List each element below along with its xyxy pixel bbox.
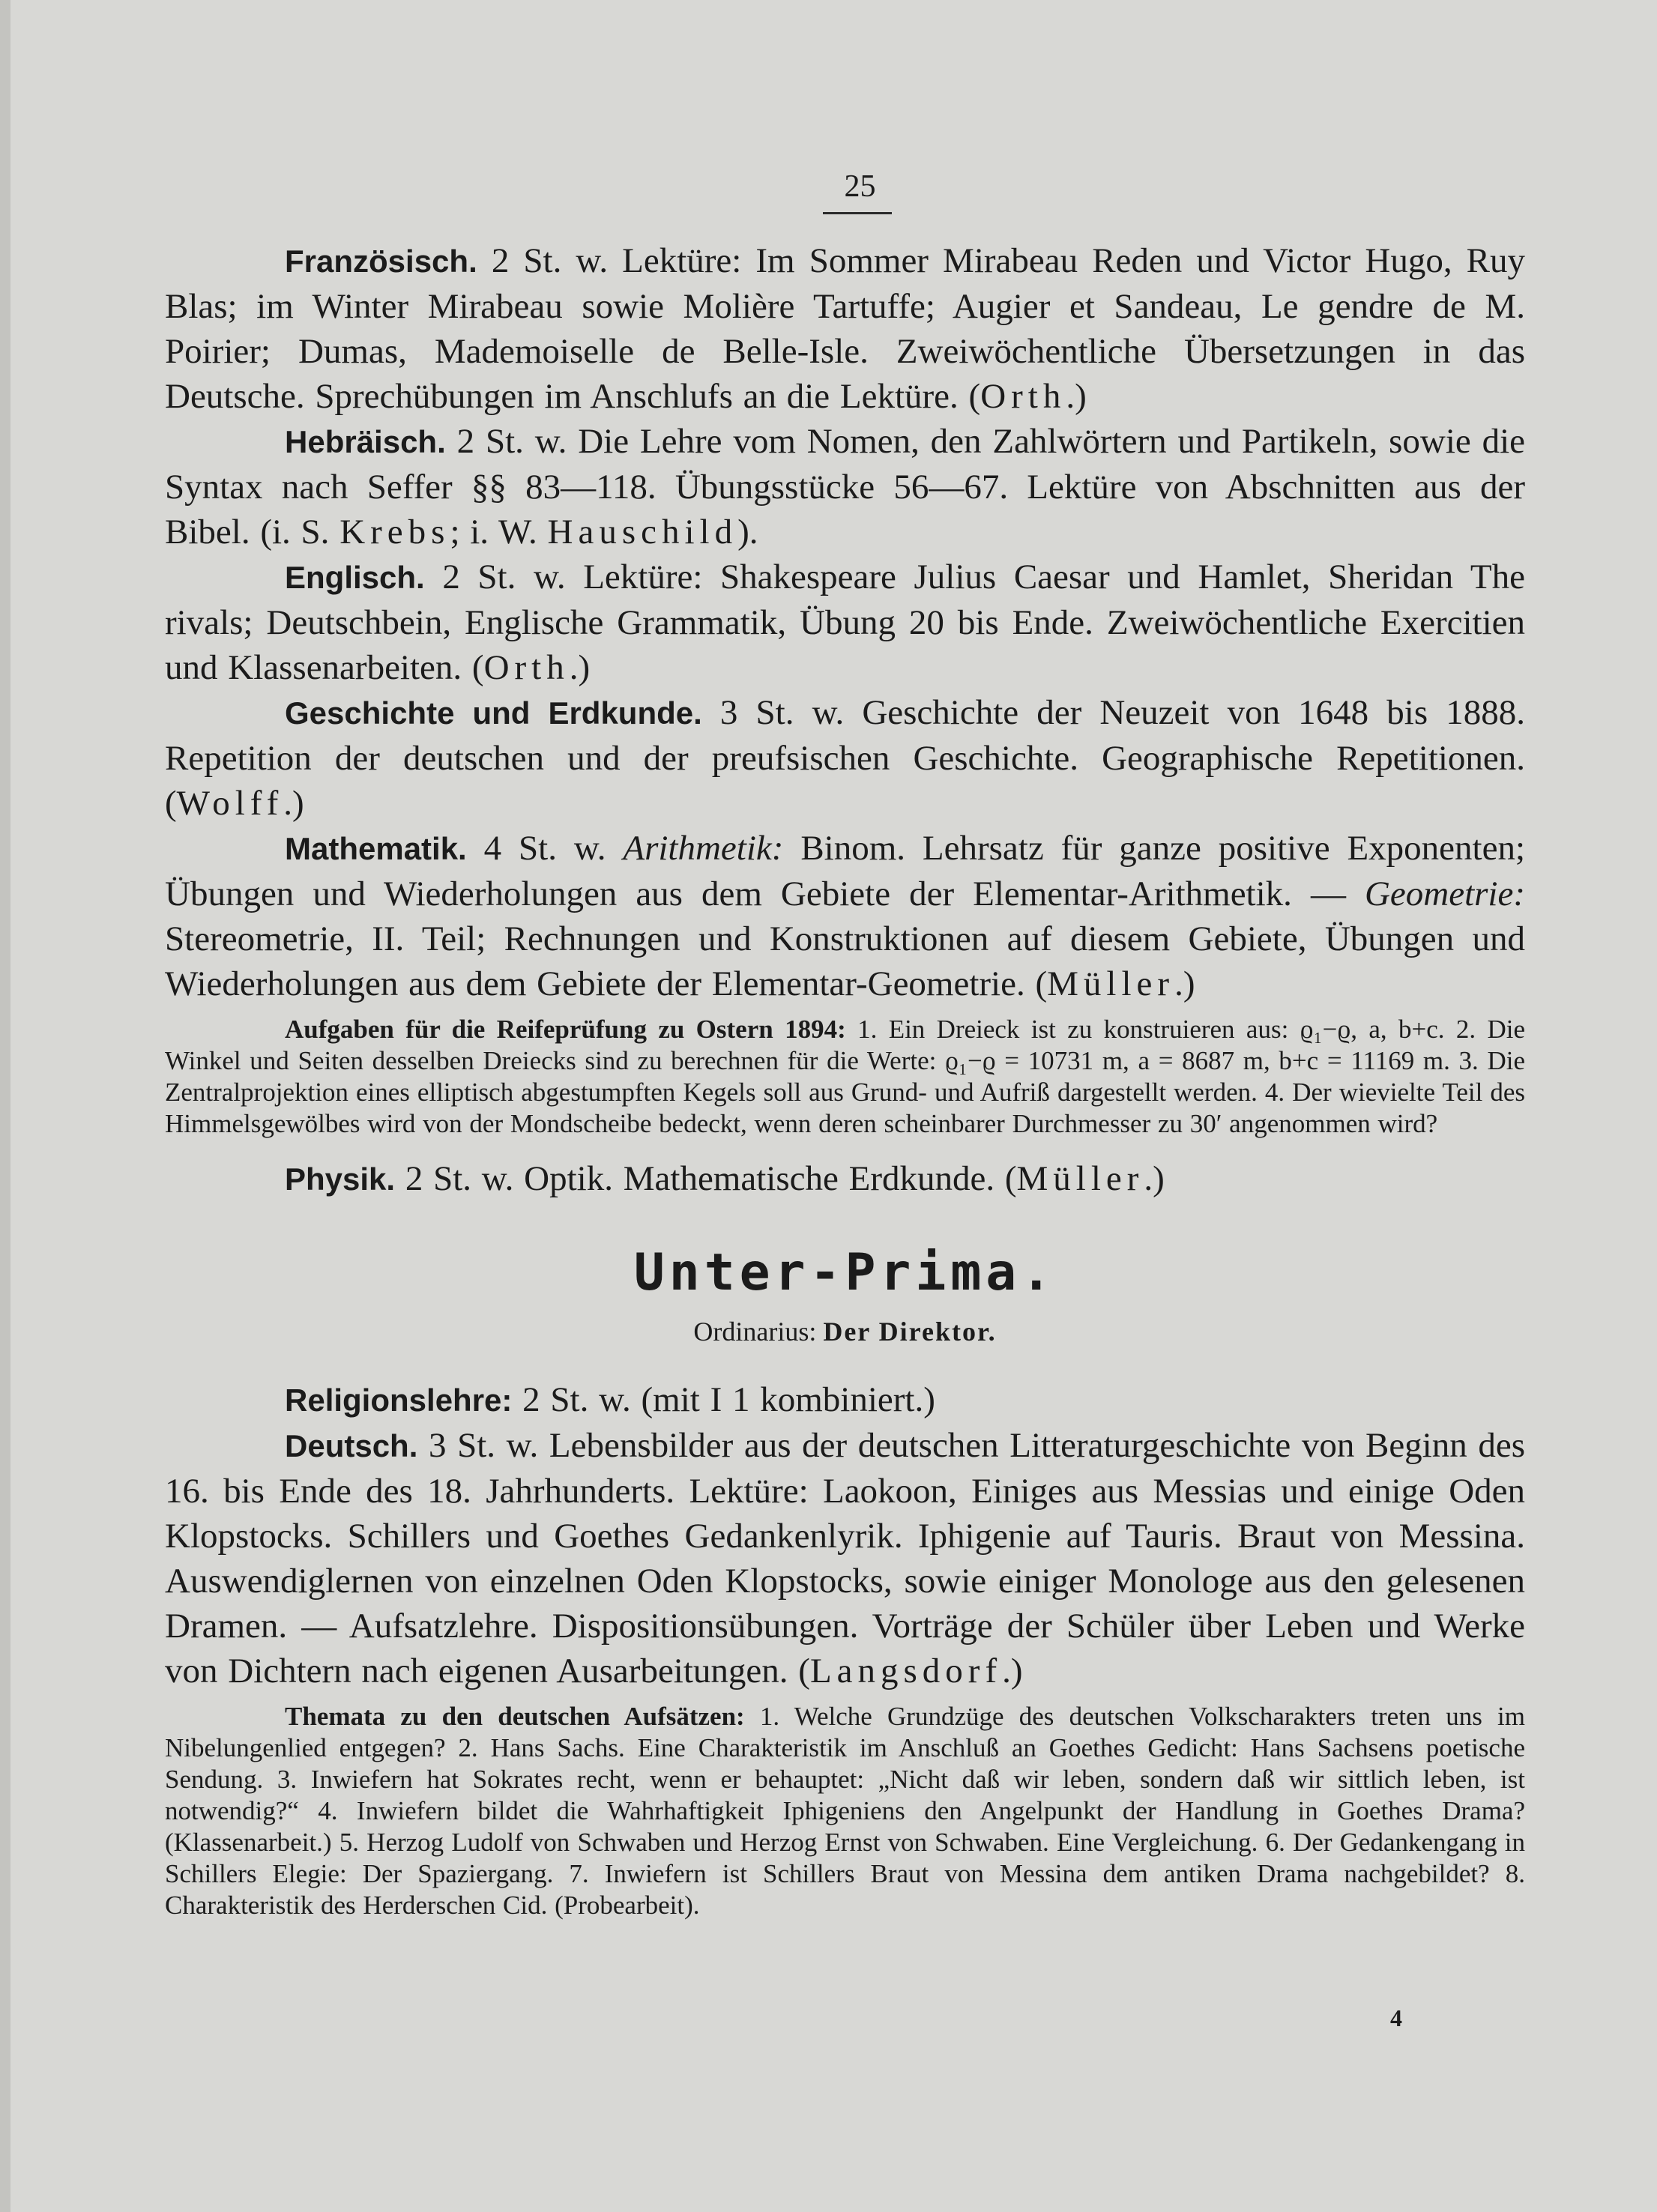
section-heading: Geschichte und Erdkunde. [285, 695, 702, 731]
section-text: 2 St. w. Optik. Mathematische Erdkunde. ( [405, 1159, 1017, 1198]
text-column [165, 238, 1525, 1921]
section-heading: Englisch. [285, 560, 425, 595]
ordinarius-label: Ordinarius: [693, 1317, 824, 1347]
teacher-name: Wolff [176, 784, 284, 823]
section-text-2: Stereometrie, II. Teil; Rechnungen und Konstruktionen auf diesem Gebiete, Übungen und Wiederholungen aus dem Gebiete der Elementar-Geometrie. ( [165, 919, 1525, 1003]
section-mathematik [165, 826, 1525, 1006]
page-number-rule [823, 212, 892, 214]
page-number: 25 [844, 169, 876, 204]
themata-text: 1. Welche Grundzüge des deutschen Volkscharakters treten uns im Nibelungenlied entgegen? 2. Hans Sachs. Eine Charakteristik im Anschluß an Goethes Gedicht: Hans Sachsens poetische Sendung. 3. Inwiefern hat Sokrates recht, wenn er behauptet: „Nicht daß wir leben, sondern daß wir sittlich leben, ist notwendig?“ 4. Inwiefern bildet die Wahrhaftigkeit Iphigeniens den Angelpunkt der Handlung in Goethes Drama? (Klassenarbeit.) 5. Herzog Ludolf von Schwaben und Herzog Ernst von Schwaben. Eine Vergleichung. 6. Der Gedankengang in Schillers Elegie: Der Spaziergang. 7. Inwiefern ist Schillers Braut von Messina dem antiken Drama nachgebildet? 8. Charakteristik des Herderschen Cid. (Probearbeit). [165, 1702, 1525, 1920]
teacher-name: Müller [1047, 964, 1175, 1003]
section-text: 2 St. w. Lektüre: Im Sommer Mirabeau Reden und Victor Hugo, Ruy Blas; im Winter Mirabeau sowie Molière Tartuffe; Augier et Sandeau, Le gendre de M. Poirier; Dumas, Mademoiselle de Belle-Isle. Zweiwöchentliche Übersetzungen in das Deutsche. Sprechübungen im Anschlufs an die Lektüre. ( [165, 241, 1525, 416]
section-text: 3 St. w. Geschichte der Neuzeit von 1648 bis 1888. Repetition der deutschen und der preufsischen Geschichte. Geographische Repetitionen. ( [165, 693, 1525, 823]
section-tail: .) [1174, 964, 1195, 1003]
section-heading: Deutsch. [285, 1428, 418, 1463]
themata-aufsaetze [165, 1701, 1525, 1921]
section-text: 2 St. w. Lektüre: Shakespeare Julius Caesar und Hamlet, Sheridan The rivals; Deutschbein, Englische Grammatik, Übung 20 bis Ende. Zweiwöchentliche Exercitien und Klassenarbeiten. ( [165, 557, 1525, 687]
section-tail: .) [1066, 377, 1087, 416]
section-tail: .) [283, 784, 304, 823]
teacher-name: Langsdorf [809, 1652, 1003, 1690]
section-text: Binom. Lehrsatz für ganze positive Exponenten; Übungen und Wiederholungen aus dem Gebiete der Elementar-Arithmetik. — [165, 829, 1526, 913]
teacher-name-2: Hauschild [547, 513, 738, 552]
section-franzoesisch [165, 238, 1525, 419]
section-geschichte [165, 690, 1525, 826]
aufgaben-text: 1. Ein Dreieck ist zu konstruieren aus: ϱ₁−ϱ, a, b+c. 2. Die Winkel und Seiten desselben Dreiecks sind zu berechnen für die Werte: ϱ₁−ϱ = 10731 m, a = 8687 m, b+c = 11169 m. 3. Die Zentralprojektion eines elliptisch abgestumpften Kegels soll aus Grund- und Aufriß dargestellt werden. 4. Der wievielte Teil des Himmelsgewölbes wird von der Mondscheibe bedeckt, wenn deren scheinbarer Durchmesser zu 30′ angenommen wird? [165, 1015, 1525, 1138]
section-deutsch [165, 1423, 1525, 1693]
aufgaben-heading: Aufgaben für die Reifeprüfung zu Ostern 1894: [285, 1015, 846, 1044]
section-englisch [165, 554, 1525, 690]
signature-mark: 4 [1390, 2004, 1402, 2031]
section-heading: Hebräisch. [285, 424, 446, 459]
section-lead: 4 St. w. [483, 829, 624, 868]
class-title: Unter-Prima. [633, 1243, 1057, 1302]
subtopic-geometrie: Geometrie: [1364, 874, 1525, 913]
section-tail: ). [737, 513, 758, 552]
page-edge-shadow [0, 0, 10, 2212]
aufgaben-reifepruefung [165, 1014, 1525, 1140]
section-heading: Religionslehre: [285, 1382, 513, 1418]
section-tail: .) [1144, 1159, 1165, 1198]
subtopic-arithmetik: Arithmetik: [623, 829, 784, 868]
section-text: 2 St. w. Die Lehre vom Nomen, den Zahlwörtern und Partikeln, sowie die Syntax nach Seffer §§ 83—118. Übungsstücke 56—67. Lektüre von Abschnitten aus der Bibel. (i. S. [165, 422, 1526, 552]
teacher-name: Orth [980, 377, 1066, 416]
teacher-name: Orth [483, 648, 570, 687]
section-tail: .) [1002, 1652, 1023, 1690]
section-hebraeisch [165, 419, 1525, 554]
section-religionslehre [165, 1377, 1525, 1423]
ordinarius-line [165, 1316, 1525, 1347]
section-tail: .) [569, 648, 591, 687]
section-text: 3 St. w. Lebensbilder aus der deutschen Litteraturgeschichte von Beginn des 16. bis Ende des 18. Jahrhunderts. Lektüre: Laokoon, Einiges aus Messias und einige Oden Klopstocks. Schillers und Goethes Gedankenlyrik. Iphigenie auf Tauris. Braut von Messina. Auswendiglernen von einzelnen Oden Klopstocks, sowie einiger Monologe aus den gelesenen Dramen. — Aufsatzlehre. Dispositionsübungen. Vorträge der Schüler über Leben und Werke von Dichtern nach eigenen Ausarbeitungen. ( [165, 1426, 1525, 1690]
section-physik [165, 1156, 1525, 1202]
section-heading: Physik. [285, 1161, 396, 1197]
section-text-mid: ; i. W. [450, 513, 548, 552]
teacher-name: Müller [1016, 1159, 1144, 1198]
section-text: 2 St. w. (mit I 1 kombiniert.) [522, 1380, 935, 1419]
teacher-name: Krebs [339, 513, 450, 552]
ordinarius-value: Der Direktor. [823, 1317, 997, 1347]
themata-heading: Themata zu den deutschen Aufsätzen: [285, 1702, 745, 1731]
section-heading: Mathematik. [285, 831, 467, 866]
section-heading: Französisch. [285, 244, 477, 279]
